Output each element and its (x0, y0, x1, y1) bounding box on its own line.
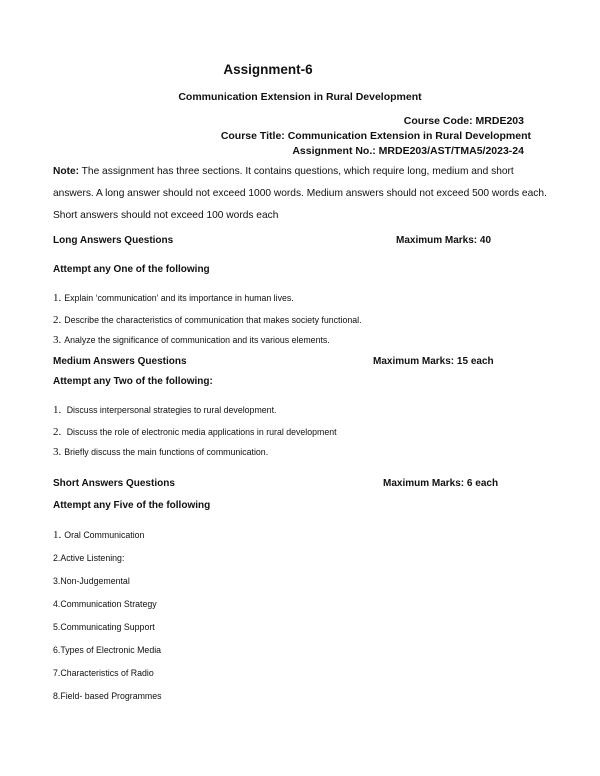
list-item: 2.Active Listening: (53, 553, 125, 563)
note-paragraph (53, 161, 553, 227)
list-item (53, 404, 276, 416)
assignment-number: Assignment No.: MRDE203/AST/TMA5/2023-24 (292, 145, 524, 157)
assignment-title: Assignment-6 (223, 62, 313, 77)
short-answers-marks: Maximum Marks: 6 each (383, 478, 499, 489)
item-text: Discuss interpersonal strategies to rural development. (64, 405, 277, 415)
item-text: Describe the characteristics of communication that makes society functional. (64, 315, 362, 325)
list-item (53, 426, 337, 438)
short-answers-instruction: Attempt any Five of the following (53, 500, 211, 511)
list-item (53, 292, 294, 304)
course-title: Course Title: Communication Extension in Rural Development (220, 130, 531, 142)
item-text: Explain ‘communication’ and its importance in human lives. (64, 293, 294, 303)
list-item: 7.Characteristics of Radio (53, 668, 154, 678)
medium-answers-instruction: Attempt any Two of the following: (53, 376, 213, 387)
medium-answers-heading: Medium Answers Questions (53, 356, 187, 367)
item-number: 3. (53, 334, 62, 346)
course-code: Course Code: MRDE203 (403, 115, 524, 127)
item-number: 3. (53, 446, 62, 458)
item-number: 2. (53, 314, 62, 326)
item-number: 2. (53, 426, 62, 438)
item-text: Discuss the role of electronic media applications in rural development (64, 427, 337, 437)
long-answers-instruction: Attempt any One of the following (53, 264, 210, 275)
item-number: 1. (53, 292, 62, 304)
note-label: Note: (53, 166, 80, 177)
list-item: 4.Communication Strategy (53, 599, 157, 609)
list-item (53, 314, 362, 326)
list-item (53, 446, 268, 458)
note-text: The assignment has three sections. It contains questions, which require long, medium and short answers. A long answer should not exceed 1000 words. Medium answers should not exceed 500 words each. Short answers should not exceed 100 words each (53, 166, 547, 221)
item-number: 1. (53, 404, 62, 416)
list-item: 8.Field- based Programmes (53, 691, 162, 701)
item-number: 1. (53, 529, 62, 541)
long-answers-heading: Long Answers Questions (53, 235, 174, 246)
assignment-subtitle: Communication Extension in Rural Development (178, 91, 422, 103)
item-text: Briefly discuss the main functions of communication. (64, 447, 269, 457)
list-item: 6.Types of Electronic Media (53, 645, 162, 655)
list-item (53, 334, 330, 346)
long-answers-marks: Maximum Marks: 40 (396, 235, 492, 246)
short-answers-heading: Short Answers Questions (53, 478, 175, 489)
list-item: 3.Non-Judgemental (53, 576, 130, 586)
list-item: 5.Communicating Support (53, 622, 155, 632)
list-item (53, 529, 144, 541)
medium-answers-marks: Maximum Marks: 15 each (373, 356, 494, 367)
item-text: Oral Communication (64, 530, 145, 540)
item-text: Analyze the significance of communication and its various elements. (64, 335, 330, 345)
